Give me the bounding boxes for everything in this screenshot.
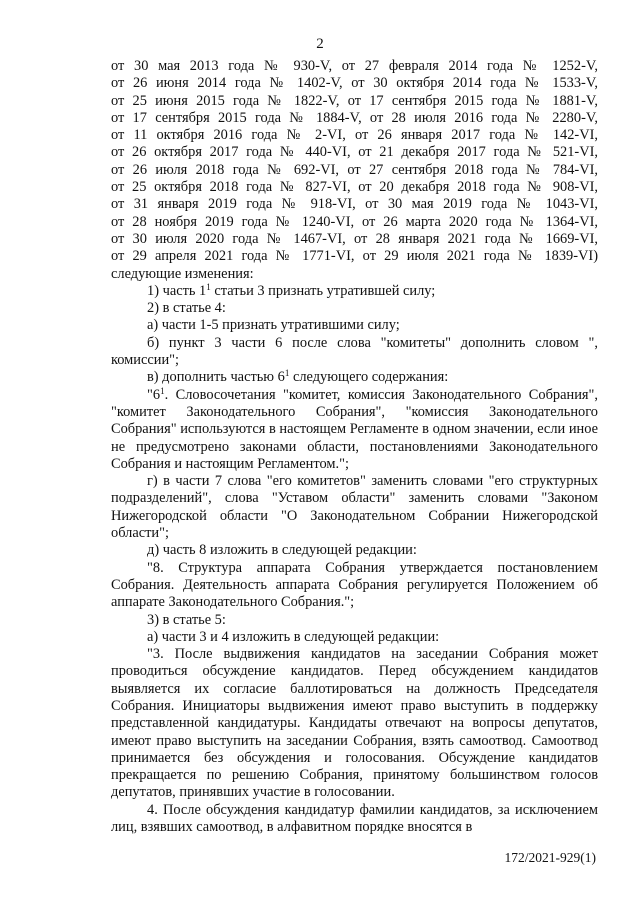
item-2v-pre: в) дополнить частью 6 bbox=[147, 369, 285, 386]
item-2a: а) части 1-5 признать утратившими силу; bbox=[147, 317, 400, 334]
text-line: от 11 октября 2016 года № 2-VI, от 26 января 2017 года № 142-VI, bbox=[111, 127, 598, 144]
text-line: от 30 мая 2013 года № 930-V, от 27 февраля 2014 года № 1252-V, bbox=[111, 58, 598, 74]
page-number: 2 bbox=[316, 36, 324, 52]
text-line: от 26 июля 2018 года № 692-VI, от 27 сентября 2018 года № 784-VI, bbox=[111, 161, 598, 178]
document-body bbox=[111, 58, 598, 836]
item-2: 2) в статье 4: bbox=[147, 300, 226, 317]
item-3: 3) в статье 5: bbox=[147, 611, 226, 628]
quote-part-3: "3. После выдвижения кандидатов на заседании Собрания может проводиться обсуждение кандидатов. Перед обсуждением кандидатов выявляется их согласие баллотироваться на должность Председателя Собрания. Инициаторы выдвижения имеют право выступить в поддержку представленной кандидатуры. Кандидаты отвечают на вопросы депутатов, имеют право выступить на заседании Собрания, взять самоотвод. Самоотвод принимается без обсуждения и голосования. Обсуждение кандидатов прекращается по решению Собрания, принятому большинством голосов депутатов, принявших участие в голосовании. bbox=[111, 646, 598, 801]
text-line: от 31 января 2019 года № 918-VI, от 30 мая 2019 года № 1043-VI, bbox=[111, 196, 598, 213]
quote-6-sup: 1 bbox=[160, 385, 165, 396]
document-code: 172/2021-929(1) bbox=[504, 850, 596, 865]
item-3a: а) части 3 и 4 изложить в следующей редакции: bbox=[147, 628, 440, 645]
intro-end: следующие изменения: bbox=[111, 265, 254, 282]
quote-part-6-1 bbox=[111, 387, 598, 473]
item-2b: б) пункт 3 части 6 после слова "комитеты" дополнить словом ", комиссии"; bbox=[111, 334, 598, 369]
item-1 bbox=[111, 283, 598, 300]
item-2g: г) в части 7 слова "его комитетов" заменить словами "его структурных подразделений", слова "Уставом области" заменить словами "Законом Нижегородской области "О Законодательном Собрании Нижегородской области"; bbox=[111, 473, 598, 542]
text-line: от 30 июля 2020 года № 1467-VI, от 28 января 2021 года № 1669-VI, bbox=[111, 230, 598, 247]
text-line: от 25 октября 2018 года № 827-VI, от 20 декабря 2018 года № 908-VI, bbox=[111, 179, 598, 196]
item-2d: д) часть 8 изложить в следующей редакции: bbox=[147, 542, 417, 559]
text-line: от 25 июня 2015 года № 1822-V, от 17 сентября 2015 года № 1881-V, bbox=[111, 92, 598, 109]
item-1-pre: 1) часть 1 bbox=[147, 282, 207, 299]
quote-part-4: 4. После обсуждения кандидатур фамилии кандидатов, за исключением лиц, взявших самоотвод, в алфавитном порядке вносятся в bbox=[111, 801, 598, 836]
quote-part-8: "8. Структура аппарата Собрания утверждается постановлением Собрания. Деятельность аппарата Собрания регулируется Положением об аппарате Законодательного Собрания."; bbox=[111, 559, 598, 611]
item-2v-sup: 1 bbox=[284, 368, 290, 379]
item-2v-post: следующего содержания: bbox=[289, 369, 449, 386]
text-line: от 26 июня 2014 года № 1402-V, от 30 октября 2014 года № 1533-V, bbox=[111, 75, 598, 92]
item-1-post: статьи 3 признать утратившей силу; bbox=[210, 282, 436, 299]
text-line: от 17 сентября 2015 года № 1884-V, от 28 июля 2016 года № 2280-V, bbox=[111, 109, 598, 126]
item-1-sup: 1 bbox=[206, 281, 211, 292]
text-line: от 28 ноября 2019 года № 1240-VI, от 26 марта 2020 года № 1364-VI, bbox=[111, 213, 598, 230]
quote-6-pre: "6 bbox=[147, 386, 161, 403]
quote-6-post: . Словосочетания "комитет, комиссия Законодательного Собрания", "комитет Законодательного Собрания", "комиссия Законодательного Собрания" используются в настоящем Регламенте в одном значении, если иное не предусмотрено законами области, постановлениями Законодательного Собрания и настоящим Регламентом."; bbox=[111, 386, 598, 472]
item-2v bbox=[111, 369, 598, 386]
text-line: от 26 октября 2017 года № 440-VI, от 21 декабря 2017 года № 521-VI, bbox=[111, 144, 598, 161]
text-line: от 29 апреля 2021 года № 1771-VI, от 29 июля 2021 года № 1839-VI) bbox=[111, 248, 598, 265]
